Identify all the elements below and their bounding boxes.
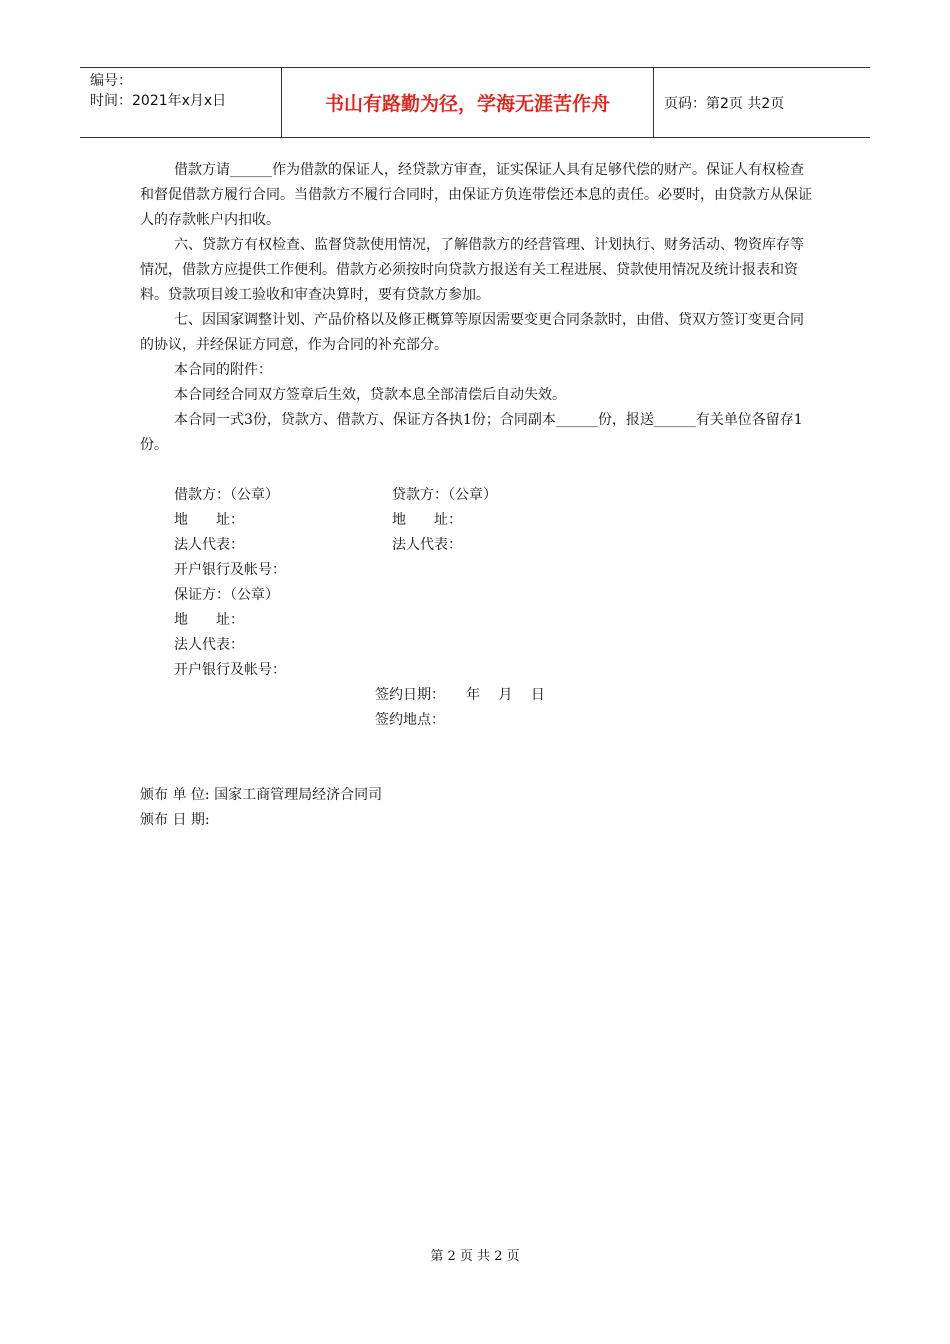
header-page-info: 页码：第2页 共2页: [664, 95, 785, 112]
guarantor-seal-label: 保证方：（公章）: [174, 587, 279, 603]
lender-address-label: 地 址：: [392, 512, 462, 528]
page-footer: 第 2 页 共 2 页: [430, 1249, 520, 1264]
borrower-address-label: 地 址：: [174, 512, 244, 528]
borrower-bank-account-label: 开户银行及帐号：: [174, 562, 286, 578]
issuing-date: 颁布 日 期:: [140, 812, 210, 828]
header-motto: 书山有路勤为径，学海无涯苦作舟: [282, 68, 654, 137]
paragraph-attachments: 本合同的附件：: [174, 362, 272, 378]
lender-seal-label: 贷款方：（公章）: [392, 487, 497, 503]
header-meta-cell: [80, 68, 282, 137]
borrower-legal-rep-label: 法人代表：: [174, 537, 244, 553]
lender-legal-rep-label: 法人代表：: [392, 537, 462, 553]
guarantor-bank-account-label: 开户银行及帐号：: [174, 662, 286, 678]
issuing-unit: 颁布 单 位: 国家工商管理局经济合同司: [140, 787, 383, 803]
guarantor-address-label: 地 址：: [174, 612, 244, 628]
borrower-seal-label: 借款方：（公章）: [174, 487, 279, 503]
page-header: [80, 67, 870, 138]
guarantor-legal-rep-label: 法人代表：: [174, 637, 244, 653]
sign-place-label: 签约地点：: [375, 712, 445, 728]
paragraph-guarantor: 借款方请______作为借款的保证人，经贷款方审查，证实保证人具有足够代偿的财产。保证人有权检查和督促借款方履行合同。当借款方不履行合同时，由保证方负连带偿还本息的责任。必要时，由贷款方从保证人的存款帐户内扣收。: [140, 162, 812, 228]
paragraph-copies: 本合同一式3份，贷款方、借款方、保证方各执1份；合同副本______份，报送______有关单位各留存1份。: [140, 412, 803, 453]
document-number-label: 编号：: [90, 73, 132, 89]
contract-body: [140, 158, 812, 458]
paragraph-clause-seven: 七、因国家调整计划、产品价格以及修正概算等原因需要变更合同条款时，由借、贷双方签订变更合同的协议，并经保证方同意，作为合同的补充部分。: [140, 312, 804, 353]
paragraph-effectiveness: 本合同经合同双方签章后生效，贷款本息全部清偿后自动失效。: [174, 387, 566, 403]
document-time-label: 时间：2021年x月x日: [90, 93, 227, 109]
sign-date-label: 签约日期： 年 月 日: [375, 687, 545, 703]
paragraph-clause-six: 六、贷款方有权检查、监督贷款使用情况，了解借款方的经营管理、计划执行、财务活动、物资库存等情况，借款方应提供工作便利。借款方必须按时向贷款方报送有关工程进展、贷款使用情况及统计报表和资料。贷款项目竣工验收和审查决算时，要有贷款方参加。: [140, 237, 804, 303]
